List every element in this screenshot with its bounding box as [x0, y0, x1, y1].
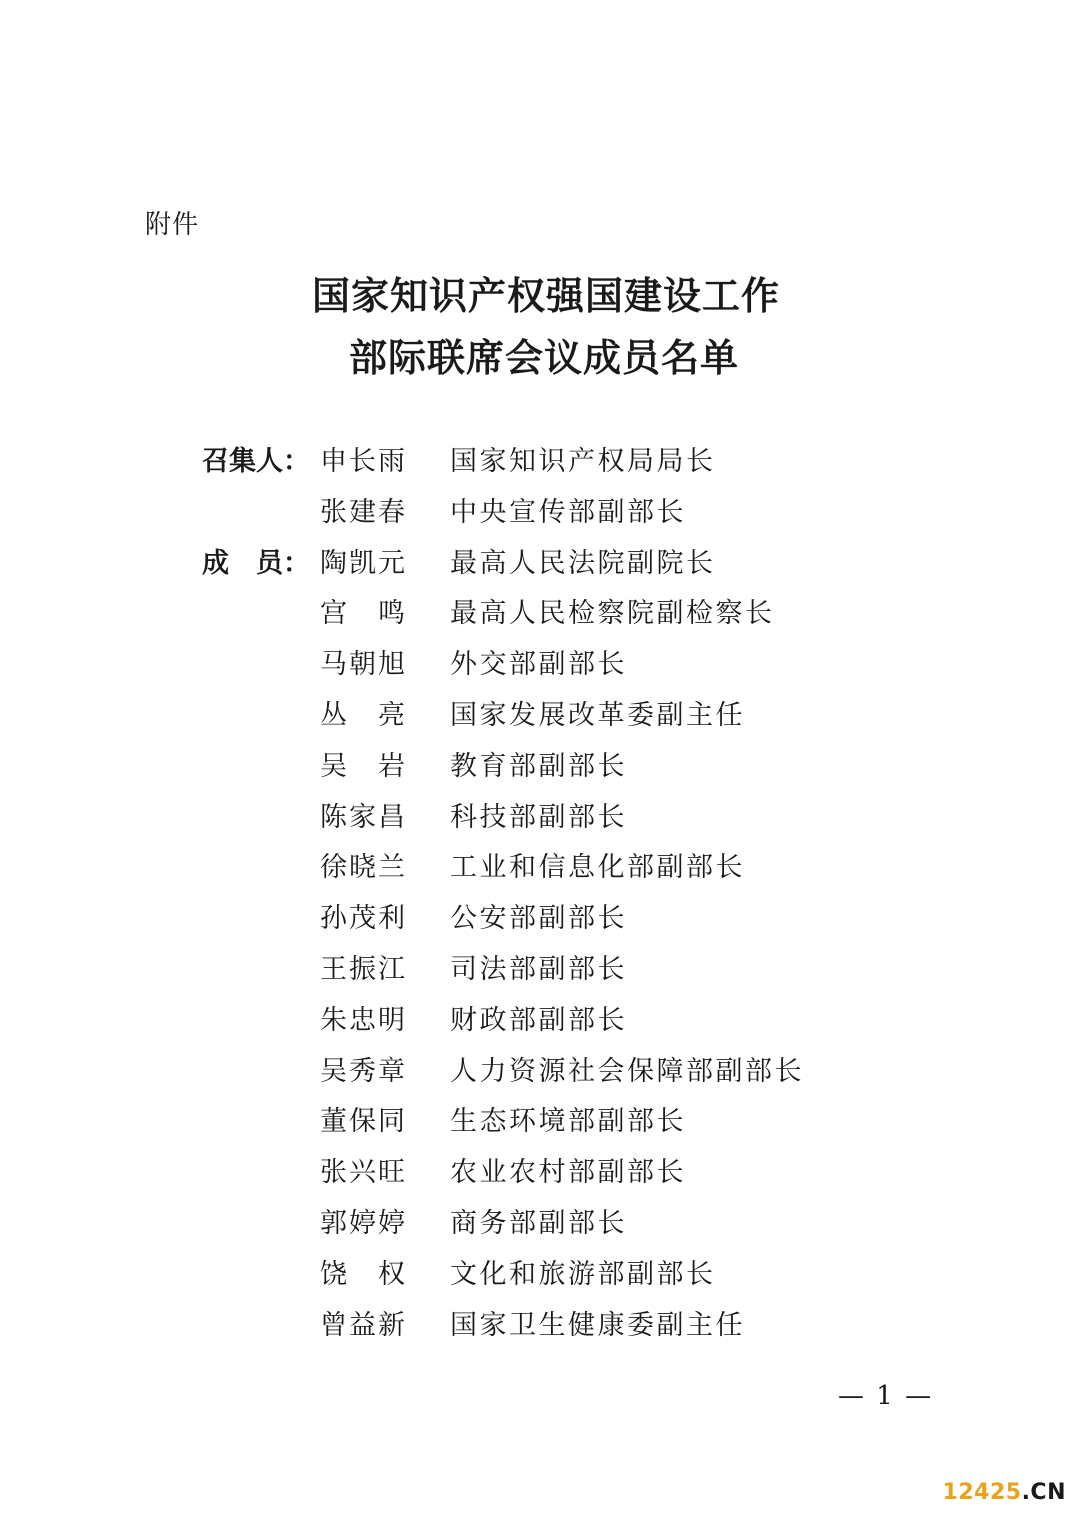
member-name: 朱忠明	[320, 1004, 407, 1036]
roster-row	[0, 694, 1080, 745]
member-name: 丛 亮	[320, 699, 407, 731]
watermark-number: 12425	[942, 1480, 1022, 1505]
roster-row	[0, 1151, 1080, 1202]
member-position: 公安部副部长	[450, 903, 627, 935]
member-position: 中央宣传部副部长	[450, 496, 686, 528]
roster-row	[0, 1202, 1080, 1253]
roster-row	[0, 643, 1080, 694]
member-position: 国家卫生健康委副主任	[450, 1309, 745, 1341]
member-name: 马朝旭	[320, 649, 407, 681]
member-name: 张建春	[320, 496, 407, 528]
member-name: 饶 权	[320, 1258, 407, 1290]
roster-row	[0, 999, 1080, 1050]
role-label: 成 员：	[202, 547, 310, 579]
member-position: 人力资源社会保障部副部长	[450, 1055, 804, 1087]
roster-row	[0, 1253, 1080, 1304]
member-name: 郭婷婷	[320, 1207, 407, 1239]
member-name: 宫 鸣	[320, 598, 407, 630]
document-title-line-1: 国家知识产权强国建设工作	[311, 273, 780, 318]
member-position: 司法部副部长	[450, 953, 627, 985]
member-position: 国家发展改革委副主任	[450, 699, 745, 731]
roster-row	[0, 1100, 1080, 1151]
member-name: 张兴旺	[320, 1157, 407, 1189]
member-name: 董保同	[320, 1106, 407, 1138]
roster-row	[0, 745, 1080, 796]
member-name: 王振江	[320, 953, 407, 985]
watermark-suffix: .CN	[1021, 1480, 1066, 1505]
roster-row	[0, 1050, 1080, 1101]
roster-row	[0, 592, 1080, 643]
member-name: 陈家昌	[320, 801, 407, 833]
roster-row	[0, 491, 1080, 542]
member-name: 徐晓兰	[320, 852, 407, 884]
roster-row	[0, 897, 1080, 948]
member-name: 孙茂利	[320, 903, 407, 935]
member-name: 陶凯元	[320, 547, 407, 579]
member-name: 吴 岩	[320, 750, 407, 782]
site-watermark	[943, 1479, 1066, 1507]
member-name: 申长雨	[320, 446, 407, 477]
role-label: 召集人：	[202, 446, 310, 477]
roster-row	[0, 846, 1080, 897]
member-position: 教育部副部长	[450, 750, 627, 782]
member-position: 工业和信息化部副部长	[450, 852, 745, 884]
member-position: 国家知识产权局局长	[450, 446, 716, 477]
attachment-label: 附件	[145, 210, 200, 240]
roster-row	[0, 440, 1080, 491]
roster-row	[0, 542, 1080, 593]
page-number: — 1 —	[838, 1381, 934, 1411]
roster-row	[0, 948, 1080, 999]
member-position: 农业农村部副部长	[450, 1157, 686, 1189]
member-position: 生态环境部副部长	[450, 1106, 686, 1138]
member-position: 商务部副部长	[450, 1207, 627, 1239]
member-position: 外交部副部长	[450, 649, 627, 681]
member-position: 最高人民法院副院长	[450, 547, 716, 579]
member-name: 曾益新	[320, 1309, 407, 1341]
member-name: 吴秀章	[320, 1055, 407, 1087]
roster-row	[0, 796, 1080, 847]
member-roster	[0, 440, 1080, 1354]
member-position: 最高人民检察院副检察长	[450, 598, 775, 630]
member-position: 财政部副部长	[450, 1004, 627, 1036]
roster-row	[0, 1304, 1080, 1355]
document-title-line-2: 部际联席会议成员名单	[348, 335, 739, 380]
member-position: 文化和旅游部副部长	[450, 1258, 716, 1290]
member-position: 科技部副部长	[450, 801, 627, 833]
